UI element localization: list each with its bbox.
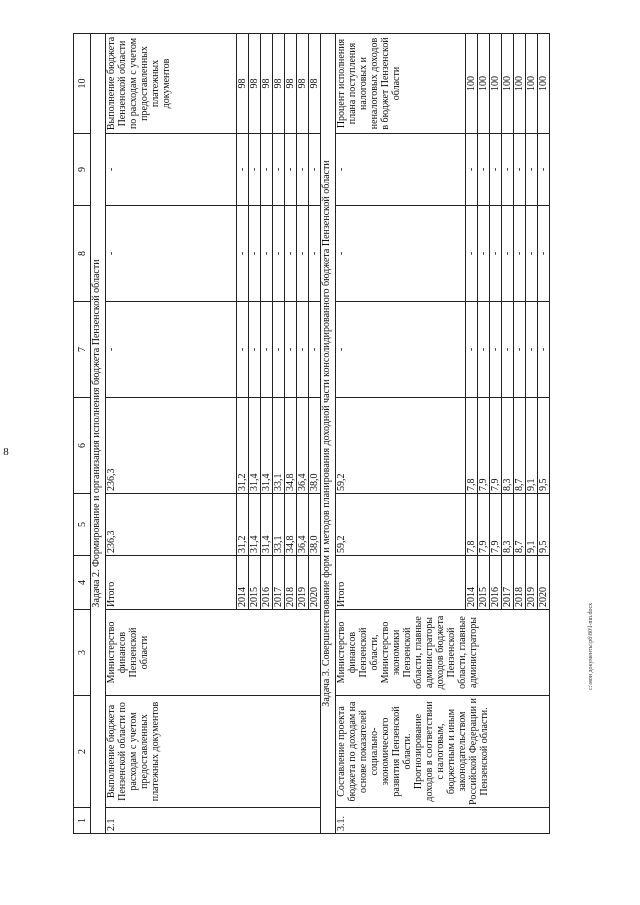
executor: Министерство финансов Пензенской области, Министерство экономики Пензенской области, главные администраторы доходов бюджета Пензенской области, главные администраторы	[336, 610, 550, 696]
year-total: 31,2	[237, 494, 249, 556]
year-col7: -	[249, 302, 261, 398]
year-col8: -	[249, 206, 261, 302]
year: 2018	[285, 556, 297, 610]
year-col9: -	[502, 134, 514, 206]
year-col10: 98	[285, 34, 297, 134]
executor: Министерство финансов Пензенской области	[106, 610, 321, 696]
col-header: 2	[74, 696, 91, 808]
row-number: 3.1.	[336, 808, 550, 834]
col-header: 3	[74, 610, 91, 696]
year-total: 8,3	[502, 494, 514, 556]
year-col6: 7,9	[478, 398, 490, 494]
year-col7: -	[490, 302, 502, 398]
col-header: 1	[74, 808, 91, 834]
year-col6: 31,4	[261, 398, 273, 494]
indicator: Выполнение бюджета Пензенской области по расходам с учетом предоставленных платежных документов	[106, 34, 237, 134]
year-col8: -	[309, 206, 321, 302]
year-col8: -	[514, 206, 526, 302]
col-header: 8	[74, 206, 91, 302]
year-col6: 34,8	[285, 398, 297, 494]
year-col7: -	[502, 302, 514, 398]
year: 2014	[466, 556, 478, 610]
col-header: 7	[74, 302, 91, 398]
year-col9: -	[309, 134, 321, 206]
year-col9: -	[297, 134, 309, 206]
year-total: 8,7	[514, 494, 526, 556]
year-col9: -	[514, 134, 526, 206]
year-col9: -	[261, 134, 273, 206]
year-total: 33,1	[273, 494, 285, 556]
year-col8: -	[538, 206, 550, 302]
year-col8: -	[261, 206, 273, 302]
year-col10: 98	[273, 34, 285, 134]
year-col7: -	[273, 302, 285, 398]
file-path-footer: c:\мои документы\рб\80\l-mn.docx	[588, 602, 594, 690]
year: 2020	[309, 556, 321, 610]
year-col7: -	[285, 302, 297, 398]
program-measures-table	[73, 33, 550, 834]
year-col9: -	[237, 134, 249, 206]
year-col10: 100	[514, 34, 526, 134]
value-col9: -	[106, 134, 237, 206]
col-header: 9	[74, 134, 91, 206]
page-number: 8	[3, 446, 9, 458]
year-col8: -	[297, 206, 309, 302]
year: 2020	[538, 556, 550, 610]
year-col7: -	[538, 302, 550, 398]
value-col6: 236,3	[106, 398, 237, 494]
year-col10: 98	[297, 34, 309, 134]
year-col9: -	[538, 134, 550, 206]
year-total: 7,9	[490, 494, 502, 556]
col-header: 5	[74, 494, 91, 556]
year-total: 31,4	[249, 494, 261, 556]
year-col10: 100	[466, 34, 478, 134]
year-col9: -	[526, 134, 538, 206]
year: 2015	[249, 556, 261, 610]
value-col8: -	[336, 206, 466, 302]
column-number-row	[74, 34, 91, 834]
total-value: 236,3	[106, 494, 237, 556]
year-col6: 7,9	[490, 398, 502, 494]
year-col8: -	[490, 206, 502, 302]
table-row	[106, 34, 237, 834]
task-heading-row	[321, 34, 336, 834]
year-total: 7,8	[466, 494, 478, 556]
year-col6: 31,4	[249, 398, 261, 494]
task2-title: Задача 2. Формирование и организация исполнения бюджета Пензенской области	[91, 34, 106, 834]
year-col6: 7,8	[466, 398, 478, 494]
year: 2016	[490, 556, 502, 610]
indicator: Процент исполнения плана поступления налоговых и неналоговых доходов в бюджет Пензенской области	[336, 34, 466, 134]
value-col7: -	[106, 302, 237, 398]
year-col10: 98	[309, 34, 321, 134]
value-col9: -	[336, 134, 466, 206]
value-col7: -	[336, 302, 466, 398]
year: 2019	[297, 556, 309, 610]
year-col10: 100	[526, 34, 538, 134]
year-col9: -	[466, 134, 478, 206]
year-total: 36,4	[297, 494, 309, 556]
year-col8: -	[273, 206, 285, 302]
year-col10: 98	[237, 34, 249, 134]
period: Итого	[336, 556, 466, 610]
year-col10: 100	[538, 34, 550, 134]
year-col7: -	[526, 302, 538, 398]
year: 2017	[273, 556, 285, 610]
year-col9: -	[490, 134, 502, 206]
col-header: 10	[74, 34, 91, 134]
year-col8: -	[478, 206, 490, 302]
year-col8: -	[237, 206, 249, 302]
year-col6: 38,0	[309, 398, 321, 494]
year-col8: -	[285, 206, 297, 302]
rotated-table-sheet	[73, 34, 561, 834]
measure-name: Составление проекта бюджета по доходам на основе показателей социально-экономического развития Пензенской области. Прогнозирование доходов в соответствии с налоговым, бюджетным и иным законодательством Российской Федерации и Пензенской области.	[336, 696, 550, 808]
year-col10: 98	[249, 34, 261, 134]
year: 2018	[514, 556, 526, 610]
col-header: 4	[74, 556, 91, 610]
year-col7: -	[297, 302, 309, 398]
value-col8: -	[106, 206, 237, 302]
year-col9: -	[249, 134, 261, 206]
year-total: 31,4	[261, 494, 273, 556]
year: 2015	[478, 556, 490, 610]
year-col7: -	[478, 302, 490, 398]
year-col7: -	[261, 302, 273, 398]
year-total: 7,9	[478, 494, 490, 556]
year-col10: 100	[490, 34, 502, 134]
year-col10: 100	[502, 34, 514, 134]
year-col6: 8,7	[514, 398, 526, 494]
year-col9: -	[285, 134, 297, 206]
measure-name: Выполнение бюджета Пензенской области по расходам с учетом предоставленных платежных документов	[106, 696, 321, 808]
year: 2019	[526, 556, 538, 610]
year-col10: 100	[478, 34, 490, 134]
year-col10: 98	[261, 34, 273, 134]
year-col8: -	[466, 206, 478, 302]
task3-title: Задача 3. Совершенствование форм и методов планирования доходной части консолидированного бюджета Пензенской области	[321, 34, 336, 834]
year-col6: 8,3	[502, 398, 514, 494]
year-col7: -	[309, 302, 321, 398]
year-total: 9,1	[526, 494, 538, 556]
year-col8: -	[502, 206, 514, 302]
year-col6: 36,4	[297, 398, 309, 494]
year: 2017	[502, 556, 514, 610]
year-col8: -	[526, 206, 538, 302]
period: Итого	[106, 556, 237, 610]
col-header: 6	[74, 398, 91, 494]
year-total: 9,5	[538, 494, 550, 556]
year-col6: 9,5	[538, 398, 550, 494]
year: 2016	[261, 556, 273, 610]
year-col7: -	[514, 302, 526, 398]
table-row	[336, 34, 466, 834]
year: 2014	[237, 556, 249, 610]
year-col6: 33,1	[273, 398, 285, 494]
total-value: 59,2	[336, 494, 466, 556]
year-col9: -	[273, 134, 285, 206]
value-col6: 59,2	[336, 398, 466, 494]
year-col7: -	[237, 302, 249, 398]
task-heading-row	[91, 34, 106, 834]
year-col6: 9,1	[526, 398, 538, 494]
year-total: 38,0	[309, 494, 321, 556]
year-col6: 31,2	[237, 398, 249, 494]
year-col9: -	[478, 134, 490, 206]
year-total: 34,8	[285, 494, 297, 556]
year-col7: -	[466, 302, 478, 398]
row-number: 2.1	[106, 808, 321, 834]
